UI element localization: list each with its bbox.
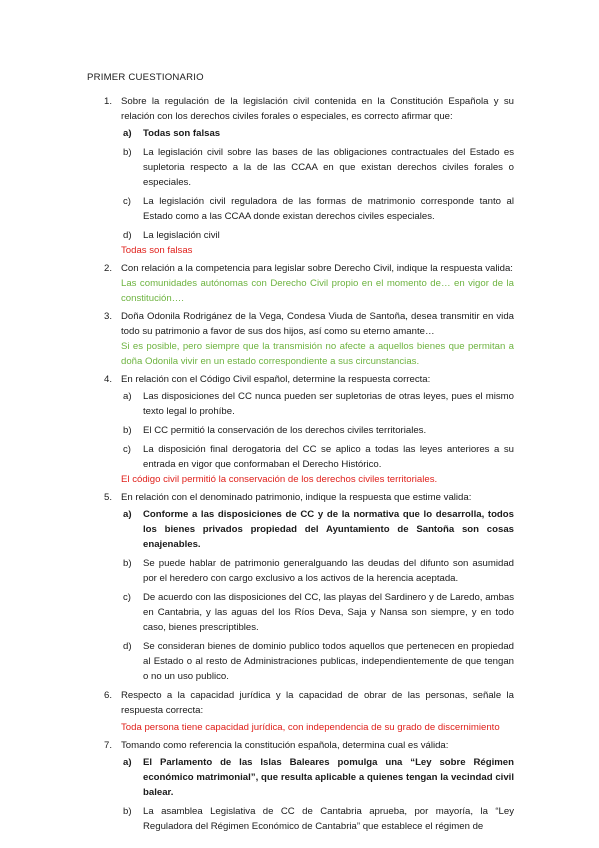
option-c: c) La disposición final derogatoria del CC se aplico a todas las leyes anteriores a su entrada en vigor que conformaban el Derecho Histórico.	[123, 444, 514, 470]
question-text: En relación con el Código Civil español, determine la respuesta correcta:	[121, 374, 431, 385]
question-number: 4.	[104, 374, 113, 385]
question-text: Con relación a la competencia para legislar sobre Derecho Civil, indique la respuesta valida:	[121, 263, 513, 274]
question-7	[86, 738, 514, 753]
questionnaire	[86, 94, 514, 834]
option-b: b) El CC permitió la conservación de los derechos civiles territoriales.	[123, 425, 427, 436]
answer-2: Las comunidades autónomas con Derecho Civil propio en el momento de… en vigor de la constitución….	[121, 278, 514, 304]
question-4	[86, 372, 514, 387]
question-number: 1.	[104, 96, 113, 107]
question-number: 6.	[104, 690, 113, 701]
answer-4: El código civil permitió la conservación de los derechos civiles territoriales.	[121, 474, 438, 485]
option-c: c) De acuerdo con las disposiciones del CC, las playas del Sardinero y de Laredo, ambas en Cantabria, y las aguas del los Ríos Deva, Saja y Nansa son siempre, y en todo caso, bienes prescriptibles.	[123, 592, 514, 633]
question-5-options	[86, 507, 514, 684]
answer-3: Si es posible, pero siempre que la transmisión no afecte a aquellos bienes que permitan a doña Odonila vivir en un estado correspondiente a sus circunstancias.	[121, 341, 514, 367]
question-number: 7.	[104, 740, 113, 751]
option-a: a) El Parlamento de las Islas Baleares pomulga una “Ley sobre Régimen económico matrimonial”, que resulta aplicable a quienes tengan la vecindad civil balear.	[123, 757, 514, 798]
question-1-options	[86, 126, 514, 243]
question-2	[86, 261, 514, 306]
question-5	[86, 490, 514, 505]
option-c: c) La legislación civil reguladora de las formas de matrimonio corresponde tanto al Estado como a las CCAA donde existan derechos civiles especiales.	[123, 196, 514, 222]
question-number: 2.	[104, 263, 113, 274]
option-b: b) La asamblea Legislativa de CC de Cantabria aprueba, por mayoría, la “Ley Reguladora del Régimen Económico de Cantabria” que establece el régimen de	[123, 806, 514, 832]
question-text: En relación con el denominado patrimonio, indique la respuesta que estime valida:	[121, 492, 472, 503]
question-6	[86, 688, 514, 735]
question-4-options	[86, 389, 514, 472]
option-a: a) Todas son falsas	[123, 128, 221, 139]
document-title: PRIMER CUESTIONARIO	[87, 72, 204, 83]
option-b: b) Se puede hablar de patrimonio generalguando las deudas del difunto son asumidad por el heredero con cargo exclusivo a los activos de la herencia aceptada.	[123, 558, 514, 584]
option-a: a) Conforme a las disposiciones de CC y de la normativa que lo desarrolla, todos los bienes privados propiedad del Ayuntamiento de Santoña son cosas enajenables.	[123, 509, 514, 550]
question-7-options	[86, 755, 514, 834]
question-text: Doña Odonila Rodrigánez de la Vega, Condesa Viuda de Santoña, desea transmitir en vida todo su patrimonio a favor de sus dos hijos, así como su eterno amante…	[121, 311, 514, 337]
option-b: b) La legislación civil sobre las bases de las obligaciones contractuales del Estado es supletoria respecto a la de las CCAA en que existan derechos civiles forales o especiales.	[123, 147, 514, 188]
question-text: Tomando como referencia la constitución española, determina cual es válida:	[121, 740, 449, 751]
answer-6: Toda persona tiene capacidad jurídica, con independencia de su grado de discernimiento	[121, 722, 500, 733]
question-1	[86, 94, 514, 124]
question-text: Respecto a la capacidad jurídica y la capacidad de obrar de las personas, señale la respuesta correcta:	[121, 690, 514, 716]
question-text: Sobre la regulación de la legislación civil contenida en la Constitución Española y su relación con los derechos civiles forales o especiales, es correcto afirmar que:	[121, 96, 514, 122]
option-d: d) Se consideran bienes de dominio publico todos aquellos que pertenecen en propiedad al Estado o al resto de Administraciones publicas, independientemente de que tengan o no un uso publico.	[123, 641, 514, 682]
question-number: 3.	[104, 311, 113, 322]
answer-1: Todas son falsas	[121, 245, 193, 256]
option-a: a) Las disposiciones del CC nunca pueden ser supletorias de otras leyes, pues el mismo texto legal lo prohíbe.	[123, 391, 514, 417]
question-3	[86, 309, 514, 369]
option-d: d) La legislación civil	[123, 230, 220, 241]
question-number: 5.	[104, 492, 113, 503]
